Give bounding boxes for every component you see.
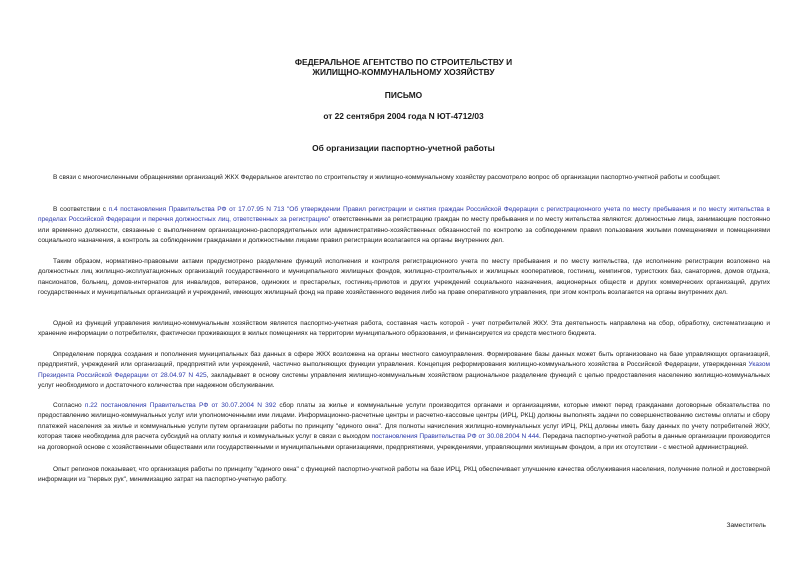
agency-name: [0, 57, 807, 77]
paragraph-6-text-c: . Передача паспортно-учетной работы в данные организации производится на договорной основе с хозяйственными обществами или государственными и муниципальными организациями, предприятиями, учреждениями, управляющими жилищным фондом, а при их отсутствии - с местной администрацией.: [38, 433, 770, 451]
document-type: ПИСЬМО: [384, 90, 423, 100]
paragraph-6: [38, 401, 770, 453]
paragraph-5-text-b: , закладывает в основу системы управления жилищно-коммунальным хозяйством рациональное разделение функций с целью предоставления населению жилищно-коммунальных услуг необходимого и достаточного количества при надежном обслуживании.: [38, 371, 770, 390]
signoff-title: Заместитель: [726, 522, 766, 529]
link-resolution-392[interactable]: п.22 постановления Правительства РФ от 30.07.2004 N 392: [84, 402, 277, 409]
agency-name-line-2: ЖИЛИЩНО-КОММУНАЛЬНОМУ ХОЗЯЙСТВУ: [312, 67, 495, 77]
paragraph-2-text-b: ответственными за регистрацию граждан по месту пребывания и по месту жительства являются: должностные лица, занимающие постоянно или временно должности, связанные с выполнением организационно-распорядительных или административно-хозяйственных обязанностей по контролю за соблюдением правил пользования жилыми помещениями и помещениями социального назначения, а контроль за соблюдением гражданами и должностными лицами правил регистрации возлагается на органы внутренних дел.: [38, 216, 770, 245]
agency-name-line-1: ФЕДЕРАЛЬНОЕ АГЕНТСТВО ПО СТРОИТЕЛЬСТВУ И: [294, 57, 513, 67]
paragraph-6-text-b: сбор платы за жилье и коммунальные услуги производится органами и организациями, которые имеют перед гражданами договорные обязательства по предоставлению жилищно-коммунальных услуг или уполномоченными ими лицами. Информационно-расчетные центры и расчетно-кассовые центры (ИРЦ, РКЦ) должны выполнять задачи по совершенствованию системы оплаты и сбору платежей населения за жилье и коммунальные услуги путем организации работы по принципу "единого окна". Для полноты начисления жилищно-коммунальных услуг ИРЦ, РКЦ должны иметь базу данных по учету потребителей ЖКУ, которая также необходима для расчета субсидий на оплату жилья и коммунальных услуг в связи с выходом: [38, 402, 770, 441]
link-decree-425[interactable]: Указом Президента Российской Федерации от 28.04.97 N 425: [38, 361, 770, 379]
paragraph-6-text-a: Согласно: [53, 402, 85, 409]
paragraph-1: В связи с многочисленными обращениями организаций ЖКХ Федеральное агентство по строительству и жилищно-коммунальному хозяйству рассмотрело вопрос об организации паспортно-учетной работы и сообщает.: [53, 174, 721, 181]
paragraph-2-text-a: В соответствии с: [53, 206, 109, 213]
document-date-number: от 22 сентября 2004 года N ЮТ-4712/03: [323, 111, 484, 121]
paragraph-5: [38, 350, 770, 392]
document-subject: Об организации паспортно-учетной работы: [312, 143, 495, 153]
paragraph-7: Опыт регионов показывает, что организация работы по принципу "единого окна" с функцией паспортно-учетной работы на базе ИРЦ, РКЦ обеспечивает улучшение качества обслуживания населения, получение полной и достоверной информации из "первых рук", минимизацию затрат на паспортно-учетную работу.: [38, 466, 770, 484]
paragraph-3: Таким образом, нормативно-правовыми актами предусмотрено разделение функций исполнения и контроля регистрационного учета по месту пребывания и по месту жительства, где исполнение регистрации возложено на должностных лиц жилищно-эксплуатационных организаций государственного и муниципального жилищных фондов, жилищно-строительных и жилищных кооперативов, гостиниц, кемпингов, туристских баз, санаториев, домов отдыха, пансионатов, больниц, домов-интернатов для инвалидов, ветеранов, одиноких и престарелых, гостиниц-приютов и других учреждений социального назначения, акционерных обществ и других коммерческих организаций, других государственных и муниципальных организаций и учреждений, имеющих жилищный фонд на праве хозяйственного ведения либо на праве оперативного управления, при этом контроль возлагается на органы внутренних дел.: [38, 258, 770, 297]
paragraph-2: [38, 205, 770, 247]
link-resolution-713[interactable]: п.4 постановления Правительства РФ от 17.07.95 N 713 "Об утверждении Правил регистрации и снятия граждан Российской Федерации с регистрационного учета по месту пребывания и по месту жительства в пределах Российской Федерации и перечня должностных лиц, ответственных за регистрацию": [38, 206, 770, 224]
link-resolution-444[interactable]: постановления Правительства РФ от 30.08.2004 N 444: [371, 433, 540, 441]
paragraph-4: Одной из функций управления жилищно-коммунальным хозяйством является паспортно-учетная работа, составная часть которой - учет потребителей ЖКУ. Эта деятельность направлена на сбор, обработку, систематизацию и хранение информации о потребителях, фактически проживающих в жилых помещениях на территории муниципального образования, и финансируется из средств местного бюджета.: [38, 320, 770, 338]
paragraph-5-text-a: Определение порядка создания и пополнения муниципальных баз данных в сфере ЖКХ возложена на органы местного самоуправления. Формирование базы данных может быть организовано на базе управляющих организаций, предприятий, учреждений или организаций, предприятий или учреждений, частично выполняющих функции управления. Концепция реформирования жилищно-коммунального хозяйства в Российской Федерации, утвержденная: [38, 351, 770, 369]
